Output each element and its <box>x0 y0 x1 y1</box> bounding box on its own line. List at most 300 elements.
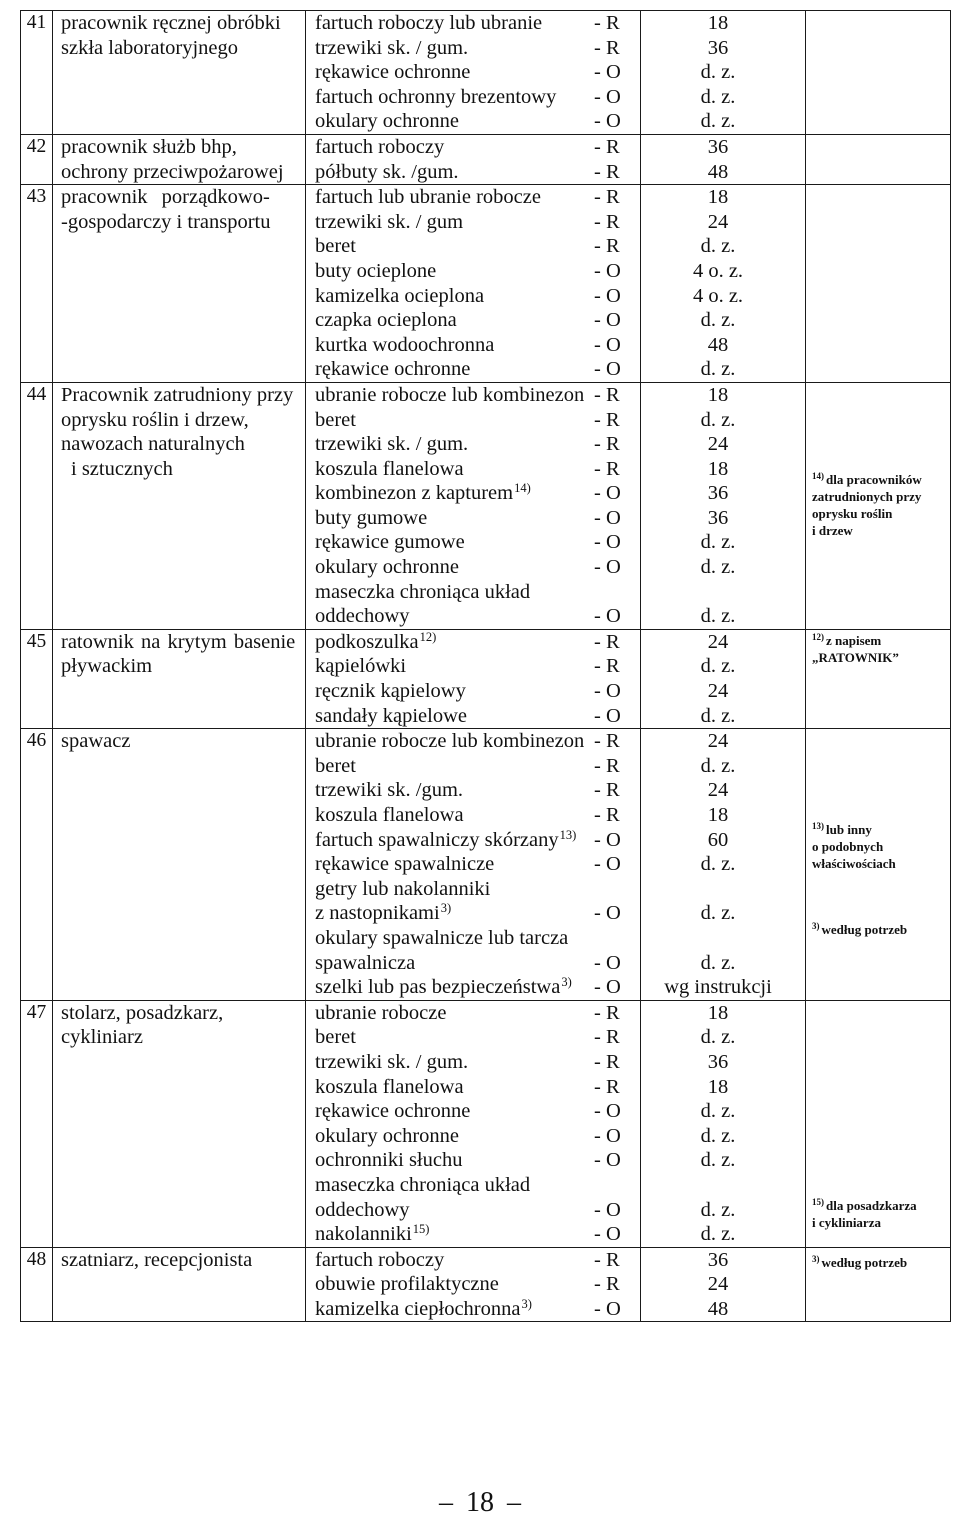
footnote-reference: 12) <box>419 629 437 644</box>
job-title-line: szkła laboratoryjnego <box>61 36 239 59</box>
item-name: ochronniki słuchu <box>315 1149 463 1172</box>
item-type: - O <box>594 531 621 554</box>
item-line <box>306 1001 640 1026</box>
item-type: - O <box>594 61 621 84</box>
item-period: d. z. <box>700 235 736 258</box>
item-period: d. z. <box>700 1124 736 1147</box>
item-type: - R <box>594 1273 620 1296</box>
item-type: - O <box>594 680 621 703</box>
item-period: 48 <box>707 333 729 356</box>
item-period: 36 <box>707 482 729 505</box>
footnote-line <box>812 855 896 872</box>
item-name: kamizelka ciepłochronna <box>315 1297 521 1320</box>
item-type: - O <box>594 902 621 925</box>
item-name: fartuch lub ubranie robocze <box>315 186 541 209</box>
footnote-text: z napisem <box>826 632 882 648</box>
item-name: beret <box>315 1026 356 1049</box>
footnote-reference: 15) <box>412 1222 430 1237</box>
item-type: - R <box>594 235 620 258</box>
item-name: fartuch roboczy lub ubranie <box>315 12 543 34</box>
item-period: 36 <box>707 135 729 158</box>
item-line <box>306 432 640 457</box>
item-period: d. z. <box>700 1198 736 1221</box>
item-line <box>306 877 640 902</box>
item-period: 18 <box>707 1075 729 1098</box>
items-cell <box>306 185 641 383</box>
row-number: 44 <box>26 383 47 405</box>
item-type: - R <box>594 804 620 826</box>
item-type: - O <box>594 85 621 108</box>
item-period: 36 <box>707 506 729 529</box>
item-type: - O <box>594 1100 621 1123</box>
item-line <box>306 259 640 284</box>
item-period: 18 <box>707 804 729 826</box>
job-title-line: cykliniarz <box>61 1026 143 1049</box>
table-row <box>21 629 951 728</box>
item-line <box>306 1248 640 1273</box>
footnote-text: dla pracowników <box>826 471 922 487</box>
item-line <box>306 1124 640 1149</box>
item-name: rękawice spawalnicze <box>315 853 495 876</box>
item-period: wg instrukcji <box>664 976 772 999</box>
item-period: 24 <box>707 680 729 703</box>
item-type: - O <box>594 333 621 356</box>
item-period: d. z. <box>700 902 736 925</box>
job-title-cell <box>53 382 306 629</box>
item-line <box>306 803 640 828</box>
item-name: ubranie robocze <box>315 1001 447 1024</box>
item-line <box>306 604 640 629</box>
period-cell <box>641 134 806 184</box>
footnote-mark: 3) <box>812 921 820 932</box>
item-period: 36 <box>707 1050 729 1073</box>
item-line <box>306 357 640 382</box>
item-type: - O <box>594 828 621 851</box>
footnote-line <box>812 821 896 838</box>
footnote-reference: 3) <box>521 1296 532 1311</box>
item-name: szelki lub pas bezpieczeństwa <box>315 976 561 999</box>
protective-clothing-table <box>20 10 951 1322</box>
item-name: beret <box>315 235 356 258</box>
item-line <box>306 729 640 754</box>
items-cell <box>306 1000 641 1247</box>
item-type: - O <box>594 309 621 332</box>
footnote-line <box>812 838 896 855</box>
footnote-text: zatrudnionych przy <box>812 488 922 504</box>
item-period: d. z. <box>700 110 736 133</box>
footnote-text: według potrzeb <box>821 1254 908 1270</box>
footnote-text: dla posadzkarza <box>826 1197 917 1213</box>
item-line <box>306 1222 640 1247</box>
row-number-cell <box>21 1247 53 1322</box>
table-row <box>21 382 951 629</box>
item-period: d. z. <box>700 951 736 974</box>
item-period: 24 <box>707 1273 729 1296</box>
page-number: – 18 – <box>439 1487 521 1518</box>
item-line <box>306 704 640 729</box>
item-period: 24 <box>707 730 729 753</box>
items-cell <box>306 1247 641 1322</box>
item-name: ubranie robocze lub kombinezon <box>315 383 585 406</box>
period-cell <box>641 185 806 383</box>
footnote-text: „RATOWNIK” <box>812 649 899 665</box>
footnote-line <box>812 1214 917 1231</box>
item-name: kombinezon z kapturem <box>315 482 514 505</box>
period-spacer <box>641 580 805 605</box>
item-line <box>306 778 640 803</box>
item-period: 18 <box>707 186 729 209</box>
item-name: kurtka wodoochronna <box>315 333 495 356</box>
job-title-cell <box>53 1000 306 1247</box>
table-row <box>21 11 951 135</box>
item-name: getry lub nakolanniki <box>315 877 491 900</box>
item-type: - R <box>594 1075 620 1098</box>
footnote <box>812 821 896 872</box>
item-type: - R <box>594 160 620 183</box>
row-number-cell <box>21 11 53 135</box>
notes-cell <box>806 1247 951 1322</box>
item-line <box>306 530 640 555</box>
item-type: - R <box>594 779 620 802</box>
item-line <box>306 630 640 655</box>
item-name: okulary ochronne <box>315 556 460 579</box>
item-type: - O <box>594 1297 621 1320</box>
item-type: - O <box>594 605 621 628</box>
item-period: d. z. <box>700 358 736 381</box>
row-number-cell <box>21 382 53 629</box>
item-name: czapka ocieplona <box>315 309 457 332</box>
row-number-cell <box>21 185 53 383</box>
item-period: d. z. <box>700 853 736 876</box>
item-line <box>306 60 640 85</box>
job-title-line: ochrony przeciwpożarowej <box>61 160 284 183</box>
item-line <box>306 580 640 605</box>
item-name: koszula flanelowa <box>315 804 464 826</box>
item-type: - R <box>594 433 620 456</box>
item-line <box>306 1173 640 1198</box>
item-name: fartuch roboczy <box>315 135 445 158</box>
item-line <box>306 828 640 853</box>
item-line <box>306 1099 640 1124</box>
item-type: - O <box>594 853 621 876</box>
item-name: koszula flanelowa <box>315 1075 464 1098</box>
item-line <box>306 284 640 309</box>
items-cell <box>306 629 641 728</box>
item-type: - O <box>594 704 621 727</box>
item-name: maseczka chroniąca układ <box>315 580 531 603</box>
footnote <box>812 1254 907 1271</box>
job-title-line: Pracownik zatrudniony przy <box>61 383 294 406</box>
footnote-reference: 14) <box>514 481 531 496</box>
item-line <box>306 975 640 1000</box>
item-line <box>306 506 640 531</box>
item-period: 36 <box>707 1248 729 1271</box>
items-cell <box>306 382 641 629</box>
job-title-cell <box>53 629 306 728</box>
item-line <box>306 36 640 61</box>
item-period: d. z. <box>700 1223 736 1246</box>
item-period: 24 <box>707 779 729 802</box>
item-name: fartuch spawalniczy skórzany <box>315 828 559 851</box>
item-line <box>306 1297 640 1322</box>
table-row <box>21 1000 951 1247</box>
item-line <box>306 160 640 185</box>
item-period: 48 <box>707 1297 729 1320</box>
item-period: d. z. <box>700 1149 736 1172</box>
footnote <box>812 1197 917 1231</box>
table-body <box>21 11 951 1322</box>
item-type: - R <box>594 186 620 209</box>
footnote-text: oprysku roślin <box>812 505 893 521</box>
item-name: sandały kąpielowe <box>315 704 467 727</box>
item-name: fartuch ochronny brezentowy <box>315 85 557 108</box>
item-type: - R <box>594 655 620 678</box>
item-period: 4 o. z. <box>692 259 744 282</box>
item-type: - R <box>594 210 620 233</box>
item-name: maseczka chroniąca układ <box>315 1173 531 1196</box>
row-number: 46 <box>26 730 47 752</box>
item-name: trzewiki sk. / gum. <box>315 433 469 456</box>
footnote-line <box>812 649 899 666</box>
item-type: - O <box>594 1198 621 1221</box>
row-number: 43 <box>26 186 47 208</box>
item-period: 18 <box>707 12 729 34</box>
footnote-mark: 12) <box>812 631 824 642</box>
item-period: d. z. <box>700 605 736 628</box>
item-type: - O <box>594 358 621 381</box>
period-spacer <box>641 1173 805 1198</box>
period-cell <box>641 729 806 1001</box>
item-name: nakolanniki <box>315 1223 412 1246</box>
notes-cell <box>806 185 951 383</box>
item-type: - R <box>594 36 620 59</box>
item-name: oddechowy <box>315 605 410 628</box>
footnote-text: i cykliniarza <box>812 1214 881 1230</box>
item-line <box>306 901 640 926</box>
footnote <box>812 921 907 938</box>
item-type: - O <box>594 1223 621 1246</box>
job-title-cell <box>53 134 306 184</box>
item-line <box>306 679 640 704</box>
item-name: półbuty sk. /gum. <box>315 160 459 183</box>
row-number: 41 <box>26 12 47 33</box>
job-title-line: pracownik ręcznej obróbki <box>61 12 281 34</box>
period-spacer <box>641 926 805 951</box>
item-name: kąpielówki <box>315 655 407 678</box>
item-type: - O <box>594 284 621 307</box>
items-cell <box>306 134 641 184</box>
item-period: 60 <box>707 828 729 851</box>
job-title-line: i sztucznych <box>71 457 173 480</box>
item-period: d. z. <box>700 1100 736 1123</box>
row-number-cell <box>21 134 53 184</box>
item-name: rękawice gumowe <box>315 531 465 554</box>
item-period: 24 <box>707 630 729 653</box>
footnote-text: właściwościach <box>812 856 896 872</box>
notes-cell <box>806 729 951 1001</box>
item-name: rękawice ochronne <box>315 1100 471 1123</box>
item-line <box>306 654 640 679</box>
item-name: rękawice ochronne <box>315 61 471 84</box>
item-line <box>306 1148 640 1173</box>
item-period: d. z. <box>700 655 736 678</box>
row-number-cell <box>21 1000 53 1247</box>
item-type: - O <box>594 556 621 579</box>
item-name: beret <box>315 408 356 431</box>
item-type: - R <box>594 1248 620 1271</box>
item-line <box>306 135 640 160</box>
item-line <box>306 109 640 134</box>
footnote-line <box>812 505 922 522</box>
footnote-mark: 15) <box>812 1196 824 1207</box>
job-title-cell <box>53 185 306 383</box>
notes-cell <box>806 11 951 135</box>
item-type: - R <box>594 754 620 777</box>
footnote-line <box>812 921 907 938</box>
item-type: - O <box>594 951 621 974</box>
item-period: d. z. <box>700 1026 736 1049</box>
job-title-line: spawacz <box>61 730 131 753</box>
row-number-cell <box>21 729 53 1001</box>
item-name: beret <box>315 754 356 777</box>
item-period: d. z. <box>700 556 736 579</box>
item-type: - O <box>594 976 621 999</box>
notes-cell <box>806 382 951 629</box>
item-line <box>306 951 640 976</box>
item-name: ubranie robocze lub kombinezon <box>315 730 585 753</box>
item-line <box>306 408 640 433</box>
item-type: - R <box>594 1026 620 1049</box>
item-name: buty gumowe <box>315 506 428 529</box>
job-title-line: stolarz, posadzkarz, <box>61 1001 224 1024</box>
item-period: d. z. <box>700 309 736 332</box>
period-spacer <box>641 877 805 902</box>
item-type: - O <box>594 1124 621 1147</box>
job-title-line: pracownik służb bhp, <box>61 135 237 158</box>
item-period: d. z. <box>700 408 736 431</box>
item-type: - O <box>594 1149 621 1172</box>
item-name: koszula flanelowa <box>315 457 464 480</box>
notes-cell <box>806 134 951 184</box>
item-name: trzewiki sk. / gum. <box>315 1050 469 1073</box>
period-cell <box>641 11 806 135</box>
item-line <box>306 926 640 951</box>
footnote-line <box>812 471 922 488</box>
item-name: okulary ochronne <box>315 110 460 133</box>
footnote-reference: 3) <box>440 901 452 916</box>
item-type: - R <box>594 630 620 653</box>
item-name: okulary ochronne <box>315 1124 460 1147</box>
item-type: - R <box>594 408 620 431</box>
job-title-line: ratownik na krytym basenie <box>61 630 296 653</box>
notes-cell <box>806 1000 951 1247</box>
item-period: 24 <box>707 210 729 233</box>
item-line <box>306 308 640 333</box>
row-number: 45 <box>26 630 47 652</box>
item-name: trzewiki sk. / gum. <box>315 36 469 59</box>
footnote-text: i drzew <box>812 522 853 538</box>
period-cell <box>641 1000 806 1247</box>
item-type: - O <box>594 259 621 282</box>
item-period: d. z. <box>700 704 736 727</box>
footnote-line <box>812 1197 917 1214</box>
item-period: d. z. <box>700 61 736 84</box>
item-type: - O <box>594 110 621 133</box>
items-cell <box>306 11 641 135</box>
footnote-reference: 3) <box>561 975 572 990</box>
table-row <box>21 185 951 383</box>
item-name: z nastopnikami <box>315 902 440 925</box>
item-type: - R <box>594 730 620 753</box>
item-name: rękawice ochronne <box>315 358 471 381</box>
item-name: okulary spawalnicze lub tarcza <box>315 926 569 949</box>
item-period: d. z. <box>700 85 736 108</box>
item-type: - R <box>594 383 620 406</box>
footnote-text: według potrzeb <box>821 922 908 938</box>
item-name: buty ocieplone <box>315 259 437 282</box>
item-name: ręcznik kąpielowy <box>315 680 466 703</box>
item-line <box>306 555 640 580</box>
item-period: 48 <box>707 160 729 183</box>
item-period: 4 o. z. <box>692 284 744 307</box>
item-line <box>306 457 640 482</box>
footnote-text: lub inny <box>826 822 872 838</box>
item-line <box>306 1075 640 1100</box>
item-name: kamizelka ocieplona <box>315 284 485 307</box>
item-name: spawalnicza <box>315 951 416 974</box>
item-line <box>306 1198 640 1223</box>
footnote-mark: 14) <box>812 470 824 481</box>
item-name: trzewiki sk. / gum <box>315 210 464 233</box>
item-line <box>306 754 640 779</box>
item-name: oddechowy <box>315 1198 410 1221</box>
footnote-mark: 3) <box>812 1253 820 1264</box>
footnote-mark: 13) <box>812 821 824 832</box>
item-line <box>306 85 640 110</box>
footnote <box>812 632 899 666</box>
period-cell <box>641 382 806 629</box>
item-name: podkoszulka <box>315 630 419 653</box>
items-cell <box>306 729 641 1001</box>
footnote-line <box>812 488 922 505</box>
job-title-cell <box>53 11 306 135</box>
item-name: fartuch roboczy <box>315 1248 445 1271</box>
item-type: - R <box>594 1001 620 1024</box>
row-number: 42 <box>26 135 47 157</box>
footnote-line <box>812 632 899 649</box>
table-row <box>21 729 951 1001</box>
item-type: - O <box>594 482 621 505</box>
table-row <box>21 1247 951 1322</box>
item-line <box>306 185 640 210</box>
job-title-cell <box>53 1247 306 1322</box>
footnote <box>812 471 922 539</box>
item-name: obuwie profilaktyczne <box>315 1273 499 1296</box>
item-line <box>306 11 640 36</box>
job-title-line: pracownik porządkowo- <box>61 186 270 209</box>
item-line <box>306 1050 640 1075</box>
item-line <box>306 481 640 506</box>
table-row <box>21 134 951 184</box>
item-period: 18 <box>707 457 729 480</box>
item-type: - R <box>594 1050 620 1073</box>
footnote-text: o podobnych <box>812 839 884 855</box>
item-line <box>306 383 640 408</box>
item-period: 18 <box>707 383 729 406</box>
notes-cell <box>806 629 951 728</box>
footnote-reference: 13) <box>559 827 577 842</box>
item-period: 36 <box>707 36 729 59</box>
